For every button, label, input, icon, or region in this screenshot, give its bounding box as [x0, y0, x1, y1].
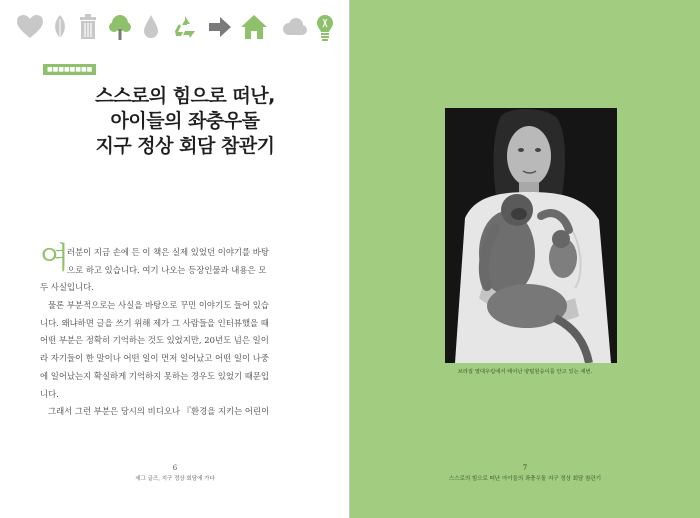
heart-icon: [16, 14, 44, 40]
photo-image: [445, 108, 617, 363]
body-line: 그래서 그런 부분은 당시의 비디오나 『환경을 지키는 어린이: [48, 406, 270, 417]
body-line: 으로 하고 있습니다. 여기 나오는 등장인물과 내용은 모: [67, 264, 267, 275]
body-line: 라 자기들이 한 말이나 어떤 일이 먼저 일어났고 어떤 일이 나중: [40, 353, 269, 364]
leaf-icon: [52, 14, 68, 40]
photo-caption: 브라질 열대우림에서 태어난 양털원숭이를 안고 있는 세번.: [457, 369, 593, 375]
cloud-icon: [280, 14, 308, 40]
photo: [445, 108, 617, 363]
chapter-title: [40, 84, 330, 159]
page-number: 6: [172, 464, 178, 472]
right-page: [350, 0, 700, 518]
title-line: 지구 정상 회담 참관기: [95, 135, 275, 157]
trash-bin-icon: [78, 14, 98, 40]
house-icon: [240, 14, 268, 40]
body-text: [40, 241, 296, 421]
running-head: 세그 글즈, 지구 정상 회담에 가다: [135, 476, 215, 482]
light-bulb-icon: [316, 14, 334, 42]
icon-row: [0, 14, 350, 44]
page-number: 7: [522, 464, 528, 472]
arrow-right-icon: [208, 14, 232, 40]
tree-icon: [108, 14, 132, 42]
drop-cap: 여: [40, 241, 69, 276]
title-line: 스스로의 힘으로 떠난,: [95, 85, 275, 107]
body-line: 니다. 왜냐하면 글을 쓰기 위해 제가 그 사람들을 인터뷰했을 때: [40, 317, 269, 328]
section-label: ■■■■■■■■: [43, 64, 96, 75]
title-line: 아이들의 좌충우돌: [110, 110, 260, 132]
body-line: 물론 부분적으로는 사실을 바탕으로 꾸민 이야기도 들어 있습: [48, 300, 269, 311]
running-head: 스스로의 힘으로 떠난 아이들의 좌충우돌 지구 정상 회담 참관기: [448, 476, 602, 482]
body-line: 어떤 부분은 정확히 기억하는 것도 있었지만, 20년도 넘은 일이: [40, 335, 269, 346]
body-line: 니다.: [40, 388, 59, 399]
body-line: 러분이 지금 손에 든 이 책은 실제 있었던 이야기를 바탕: [67, 247, 269, 257]
body-line: 두 사실입니다.: [40, 282, 94, 293]
body-line: 에 일어났는지 확실하게 기억하지 못하는 경우도 있었기 때문입: [40, 370, 269, 381]
water-drop-icon: [143, 14, 159, 40]
recycle-icon: [172, 14, 198, 40]
